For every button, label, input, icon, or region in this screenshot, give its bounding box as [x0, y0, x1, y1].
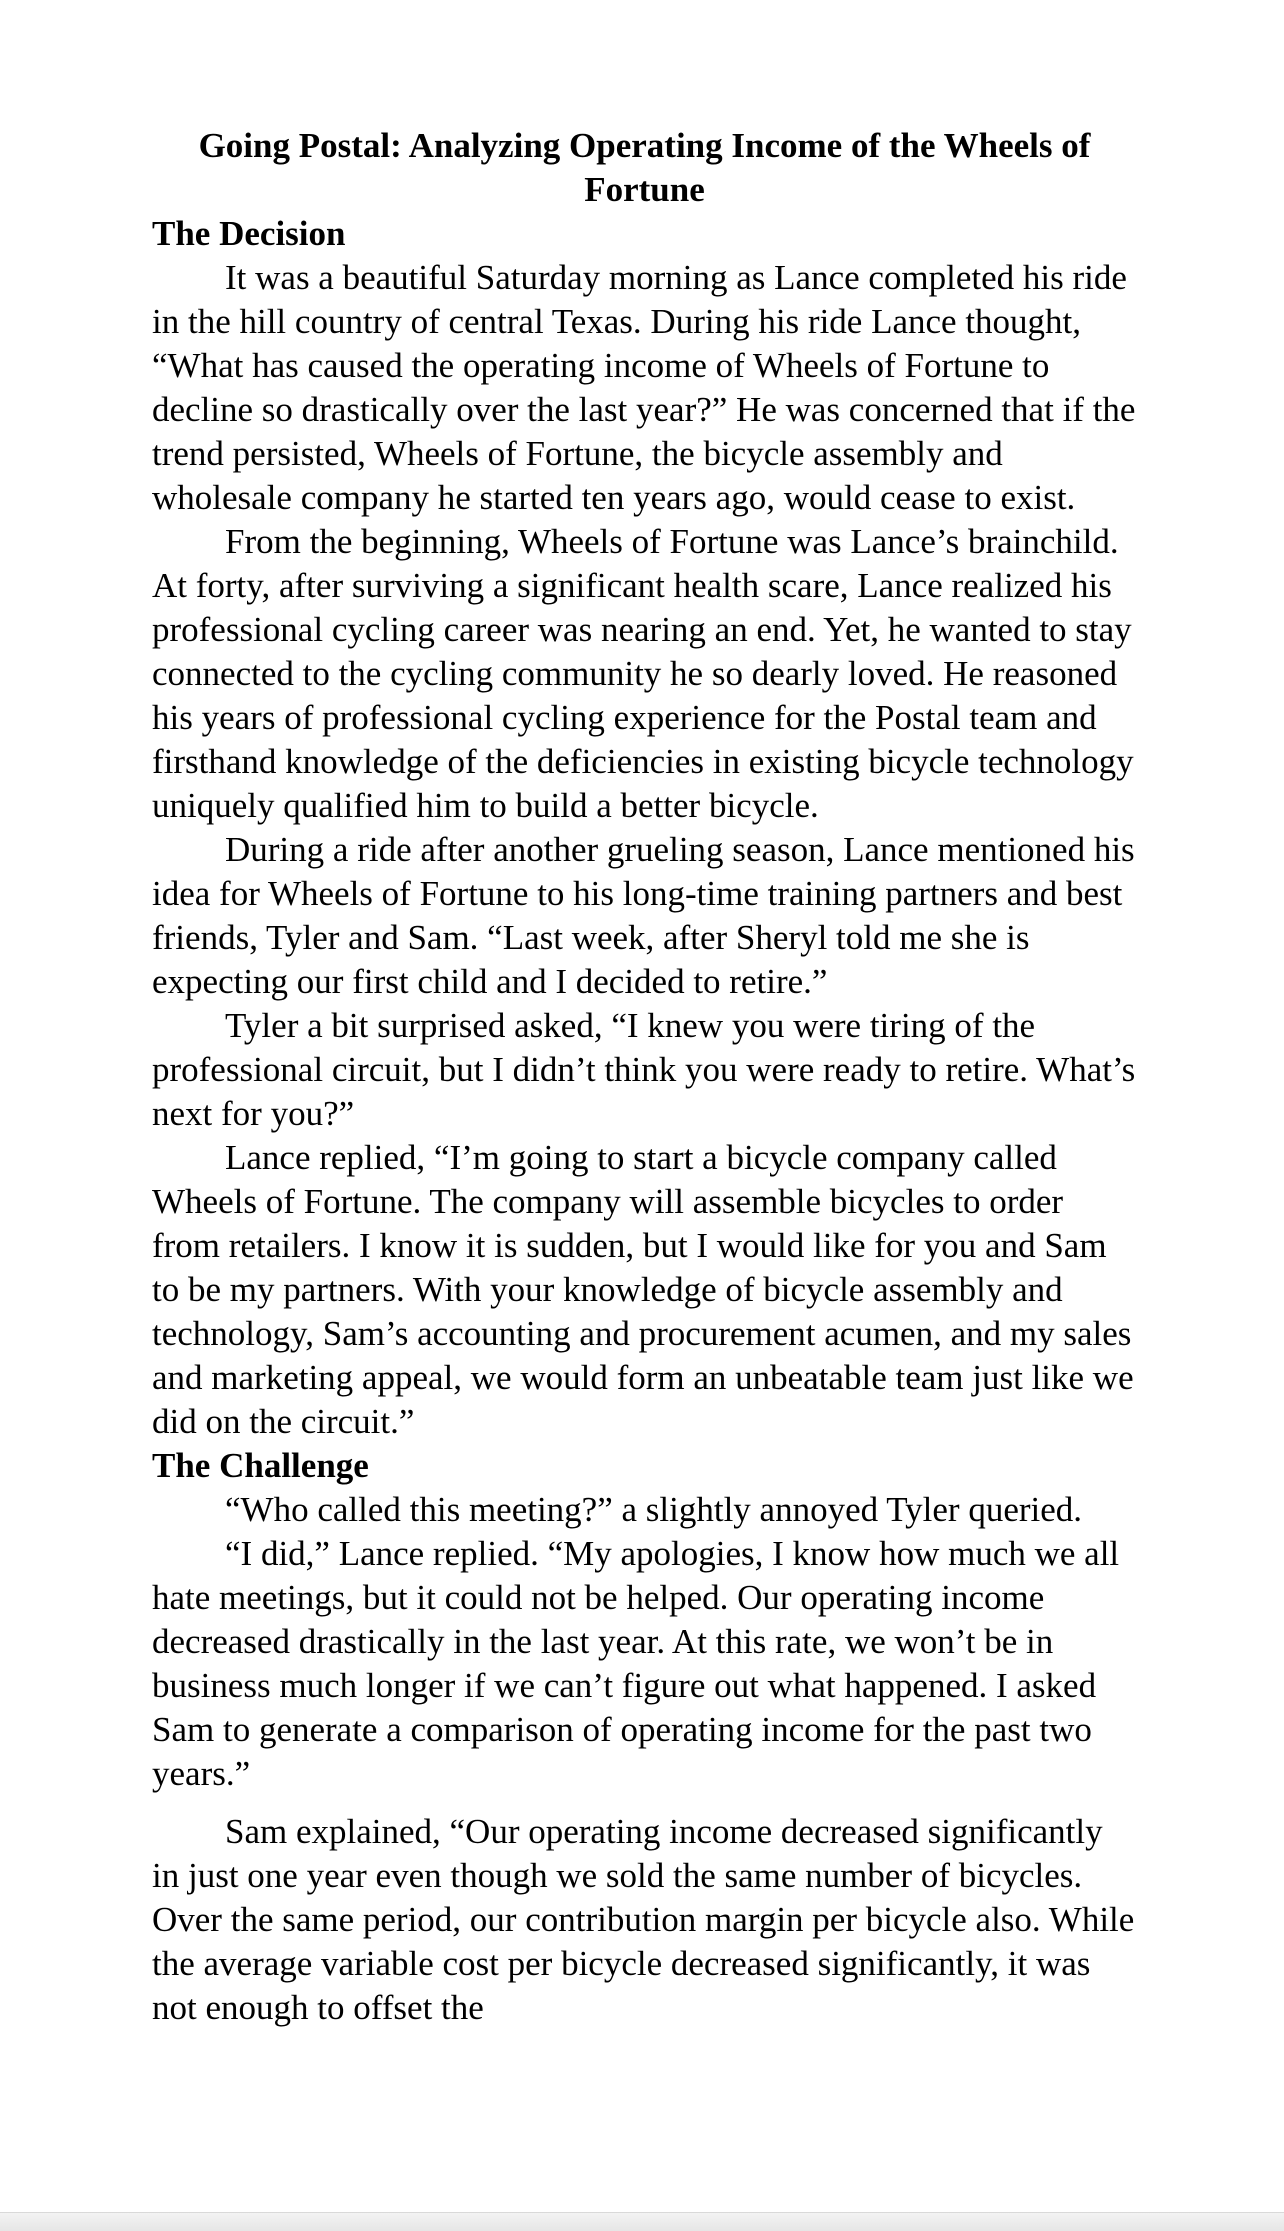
paragraph: “Who called this meeting?” a slightly annoyed Tyler queried.	[225, 1490, 1083, 1529]
document-page	[152, 124, 1137, 2030]
paragraph: From the beginning, Wheels of Fortune was Lance’s brainchild. At forty, after surviving a significant health scare, Lance realized his professional cycling career was nearing an end. Yet, he wanted to stay connected to the cycling community he so dearly loved. He reasoned his years of professional cycling experience for the Postal team and firsthand knowledge of the deficiencies in existing bicycle technology uniquely qualified him to build a better bicycle.	[152, 522, 1134, 825]
paragraph: “I did,” Lance replied. “My apologies, I know how much we all hate meetings, but it could not be helped. Our operating income decreased drastically in the last year. At this rate, we won’t be in business much longer if we can’t figure out what happened. I asked Sam to generate a comparison of operating income for the past two years.”	[152, 1534, 1120, 1793]
paragraph: Sam explained, “Our operating income decreased significantly in just one year even though we sold the same number of bicycles. Over the same period, our contribution margin per bicycle also. While the average variable cost per bicycle decreased significantly, it was not enough to offset the	[152, 1812, 1135, 2027]
horizontal-scrollbar[interactable]	[0, 2212, 1284, 2231]
paragraph: Lance replied, “I’m going to start a bicycle company called Wheels of Fortune. The company will assemble bicycles to order from retailers. I know it is sudden, but I would like for you and Sam to be my partners. With your knowledge of bicycle assembly and technology, Sam’s accounting and procurement acumen, and my sales and marketing appeal, we would form an unbeatable team just like we did on the circuit.”	[152, 1138, 1134, 1441]
paragraph: It was a beautiful Saturday morning as Lance completed his ride in the hill country of central Texas. During his ride Lance thought, “What has caused the operating income of Wheels of Fortune to decline so drastically over the last year?” He was concerned that if the trend persisted, Wheels of Fortune, the bicycle assembly and wholesale company he started ten years ago, would cease to exist.	[152, 258, 1136, 517]
section-heading-decision: The Decision	[152, 214, 346, 253]
section-heading-challenge: The Challenge	[152, 1446, 369, 1485]
paragraph: Tyler a bit surprised asked, “I knew you were tiring of the professional circuit, but I didn’t think you were ready to retire. What’s next for you?”	[152, 1006, 1136, 1133]
paragraph: During a ride after another grueling season, Lance mentioned his idea for Wheels of Fortune to his long-time training partners and best friends, Tyler and Sam. “Last week, after Sheryl told me she is expecting our first child and I decided to retire.”	[152, 830, 1135, 1001]
document-title: Going Postal: Analyzing Operating Income of the Wheels of Fortune	[198, 126, 1091, 209]
